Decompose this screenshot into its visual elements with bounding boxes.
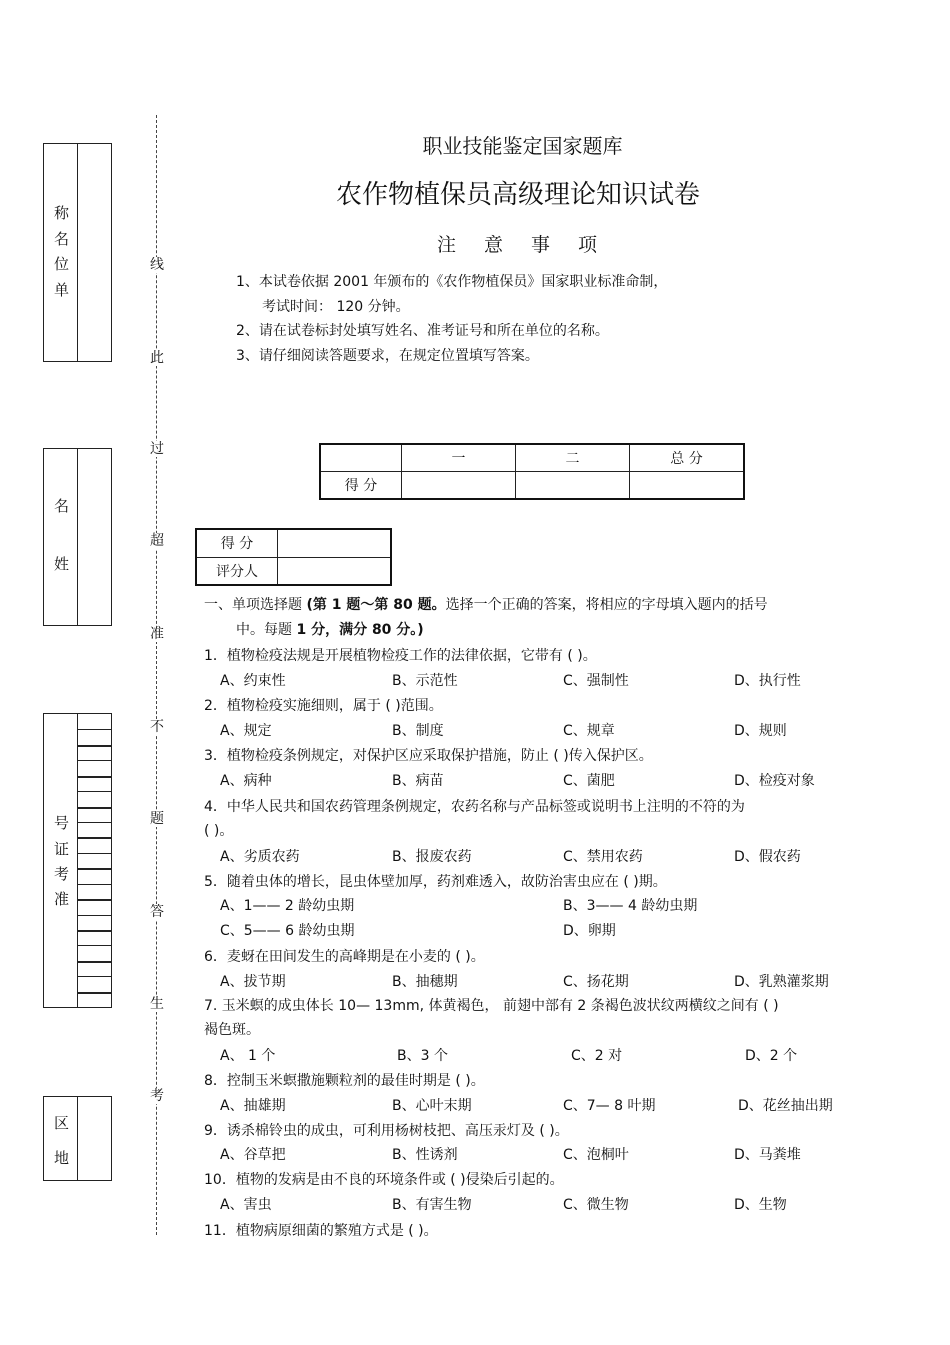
- question-10: 10．植物的发病是由不良的环境条件或 ( )侵染后引起的。: [204, 1172, 564, 1188]
- region-box[interactable]: [43, 1096, 112, 1181]
- binding-dashed-line: [156, 115, 157, 1235]
- option-b[interactable]: B、3 个: [397, 1048, 448, 1064]
- exam-id-grid-line: [78, 853, 111, 854]
- exam-id-char: 考: [54, 865, 70, 883]
- option-b[interactable]: B、制度: [392, 723, 444, 739]
- option-c[interactable]: C、规章: [563, 723, 615, 739]
- question-4-line2: ( )。: [204, 823, 234, 839]
- section-instruction: 选择一个正确的答案，将相应的字母填入题内的括号: [445, 597, 768, 613]
- option-c[interactable]: C、禁用农药: [563, 849, 643, 865]
- score-table-header: 二: [516, 444, 630, 471]
- name-char: 姓: [54, 555, 70, 573]
- option-c[interactable]: C、扬花期: [563, 974, 629, 990]
- exam-id-grid-line: [78, 776, 111, 778]
- exam-id-grid-line: [78, 837, 111, 839]
- note-time: 考试时间： 120 分钟。: [262, 299, 410, 315]
- exam-id-grid-line: [78, 930, 111, 932]
- binding-line-char: 生: [150, 996, 164, 1012]
- grader-score-label: 得 分: [196, 529, 278, 557]
- score-cell[interactable]: [630, 471, 745, 499]
- grader-label: 评分人: [196, 557, 278, 585]
- binding-line-char: 此: [150, 350, 164, 366]
- option-c[interactable]: C、7— 8 叶期: [563, 1098, 656, 1114]
- grader-score-cell[interactable]: [278, 529, 392, 557]
- option-b[interactable]: B、报废农药: [392, 849, 472, 865]
- option-a[interactable]: A、劣质农药: [220, 849, 300, 865]
- option-a[interactable]: A、约束性: [220, 673, 286, 689]
- option-d[interactable]: D、生物: [734, 1197, 787, 1213]
- option-a[interactable]: A、病种: [220, 773, 272, 789]
- exam-bank-subtitle: 职业技能鉴定国家题库: [422, 134, 623, 158]
- exam-id-grid-line: [78, 807, 111, 809]
- notice-title: 注意事项: [436, 234, 625, 256]
- option-b[interactable]: B、3—— 4 龄幼虫期: [563, 898, 698, 914]
- question-4: 4．中华人民共和国农药管理条例规定，农药名称与产品标签或说明书上注明的不符的为: [204, 799, 745, 815]
- option-a[interactable]: A、抽雄期: [220, 1098, 286, 1114]
- option-d[interactable]: D、乳熟灌浆期: [734, 974, 829, 990]
- question-6: 6．麦蚜在田间发生的高峰期是在小麦的 ( )。: [204, 949, 485, 965]
- unit-char: 单: [54, 281, 70, 299]
- option-a[interactable]: A、1—— 2 龄幼虫期: [220, 898, 355, 914]
- name-box[interactable]: [43, 448, 112, 626]
- exam-id-grid-line: [78, 976, 111, 977]
- question-8: 8．控制玉米螟撒施颗粒剂的最佳时期是 ( )。: [204, 1073, 485, 1089]
- option-a[interactable]: A、害虫: [220, 1197, 272, 1213]
- option-d[interactable]: D、检疫对象: [734, 773, 815, 789]
- exam-id-grid-line: [78, 992, 111, 994]
- question-1: 1．植物检疫法规是开展植物检疫工作的法律依据，它带有 ( )。: [204, 648, 597, 664]
- option-d[interactable]: D、花丝抽出期: [738, 1098, 833, 1114]
- score-table-header: 一: [402, 444, 516, 471]
- binding-line-char: 线: [150, 257, 164, 273]
- binding-line-char: 题: [150, 811, 164, 827]
- option-c[interactable]: C、微生物: [563, 1197, 629, 1213]
- exam-id-grid-line: [78, 915, 111, 916]
- option-b[interactable]: B、有害生物: [392, 1197, 472, 1213]
- question-11: 11．植物病原细菌的繁殖方式是 ( )。: [204, 1223, 438, 1239]
- exam-id-grid-line: [78, 961, 111, 963]
- option-b[interactable]: B、心叶末期: [392, 1098, 472, 1114]
- option-d[interactable]: D、执行性: [734, 673, 801, 689]
- grader-table: [195, 528, 392, 586]
- grader-cell[interactable]: [278, 557, 392, 585]
- score-table-corner: [320, 444, 402, 471]
- question-2: 2．植物检疫实施细则，属于 ( )范围。: [204, 698, 443, 714]
- exam-id-grid-line: [78, 760, 111, 761]
- option-d[interactable]: D、卵期: [563, 923, 616, 939]
- question-7-line2: 褐色斑。: [204, 1022, 260, 1038]
- option-a[interactable]: A、谷草把: [220, 1147, 286, 1163]
- note-3: 3、请仔细阅读答题要求，在规定位置填写答案。: [236, 348, 539, 364]
- binding-line-char: 超: [150, 533, 164, 549]
- option-d[interactable]: D、假农药: [734, 849, 801, 865]
- exam-id-grid-line: [78, 745, 111, 747]
- exam-id-grid-line: [78, 868, 111, 870]
- score-table-header: 总 分: [630, 444, 745, 471]
- exam-title: 农作物植保员高级理论知识试卷: [335, 180, 700, 210]
- question-5: 5．随着虫体的增长，昆虫体壁加厚，药剂难透入，故防治害虫应在 ( )期。: [204, 874, 667, 890]
- option-b[interactable]: B、病苗: [392, 773, 444, 789]
- exam-id-grid-line: [78, 822, 111, 823]
- unit-char: 称: [54, 204, 70, 222]
- section-heading: [204, 594, 768, 614]
- region-char: 区: [54, 1114, 70, 1132]
- option-d[interactable]: D、2 个: [745, 1048, 798, 1064]
- binding-line-char: 过: [150, 441, 164, 457]
- binding-line-char: 准: [150, 626, 164, 642]
- binding-line-char: 不: [150, 719, 164, 735]
- exam-id-char: 证: [54, 840, 70, 858]
- note-2: 2、请在试卷标封处填写姓名、准考证号和所在单位的名称。: [236, 323, 609, 339]
- section-heading-line2: [236, 619, 424, 639]
- question-3: 3．植物检疫条例规定，对保护区应采取保护措施，防止 ( )传入保护区。: [204, 748, 653, 764]
- exam-id-grid-line: [78, 791, 111, 792]
- exam-id-char: 号: [54, 814, 70, 832]
- score-row-label: 得 分: [320, 471, 402, 499]
- exam-id-grid-line: [78, 899, 111, 901]
- unit-char: 名: [54, 230, 70, 248]
- option-a[interactable]: A、拔节期: [220, 974, 286, 990]
- unit-char: 位: [54, 255, 70, 273]
- option-b[interactable]: B、性诱剂: [392, 1147, 458, 1163]
- option-a[interactable]: A、规定: [220, 723, 272, 739]
- section-range: (第 1 题～第 80 题。: [306, 597, 446, 613]
- option-b[interactable]: B、示范性: [392, 673, 458, 689]
- exam-id-char: 准: [54, 890, 70, 908]
- binding-line-char: 考: [150, 1088, 164, 1104]
- exam-id-grid-line: [78, 945, 111, 946]
- section-title: 一、单项选择题: [204, 597, 307, 613]
- region-char: 地: [54, 1149, 70, 1167]
- option-c[interactable]: C、强制性: [563, 673, 629, 689]
- section-scoring: 1 分，满分 80 分。): [296, 622, 424, 638]
- option-c[interactable]: C、菌肥: [563, 773, 615, 789]
- option-d[interactable]: D、规则: [734, 723, 787, 739]
- binding-line-char: 答: [150, 904, 164, 920]
- option-c[interactable]: C、2 对: [571, 1048, 623, 1064]
- score-cell[interactable]: [402, 471, 516, 499]
- option-c[interactable]: C、泡桐叶: [563, 1147, 629, 1163]
- score-table: [319, 443, 745, 500]
- exam-id-grid: [78, 714, 111, 1007]
- section-instruction-2: 中。每题: [236, 622, 297, 638]
- option-d[interactable]: D、马粪堆: [734, 1147, 801, 1163]
- note-1: 1、本试卷依据 2001 年颁布的《农作物植保员》国家职业标准命制，: [236, 274, 668, 290]
- question-7: 7. 玉米螟的成虫体长 10— 13mm, 体黄褐色， 前翅中部有 2 条褐色波状纹两横纹之间有 ( ): [204, 998, 779, 1014]
- option-c[interactable]: C、5—— 6 龄幼虫期: [220, 923, 355, 939]
- exam-id-grid-line: [78, 884, 111, 885]
- score-cell[interactable]: [516, 471, 630, 499]
- name-char: 名: [54, 497, 70, 515]
- option-a[interactable]: A、 1 个: [220, 1048, 276, 1064]
- exam-id-box[interactable]: [43, 713, 112, 1008]
- option-b[interactable]: B、抽穗期: [392, 974, 458, 990]
- question-9: 9．诱杀棉铃虫的成虫，可利用杨树枝把、高压汞灯及 ( )。: [204, 1123, 569, 1139]
- exam-id-grid-line: [78, 729, 111, 730]
